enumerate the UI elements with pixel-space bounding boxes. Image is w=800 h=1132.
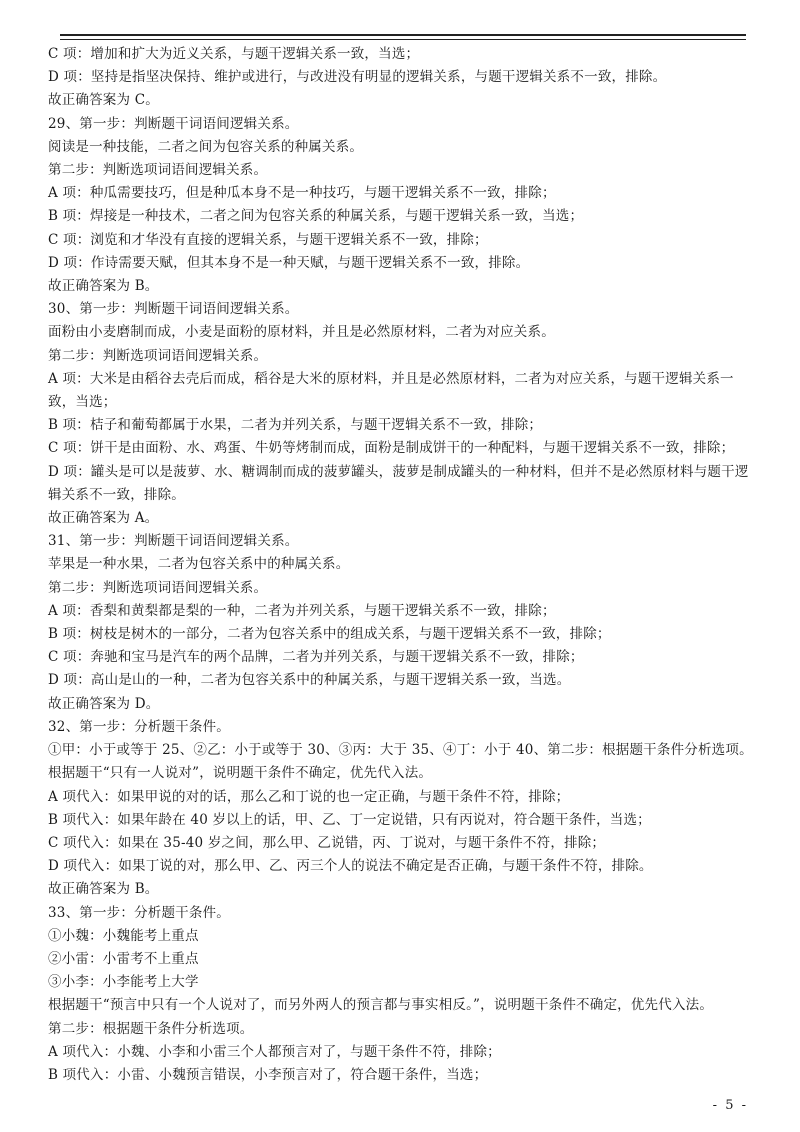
text-line: ①甲：小于或等于 25、②乙：小于或等于 30、③丙：大于 35、④丁：小于 40、第二步：根据题干条件分析选项。 bbox=[48, 742, 753, 759]
text-line: A 项代入：小魏、小李和小雷三个人都预言对了，与题干条件不符，排除； bbox=[48, 1043, 501, 1060]
text-line: C 项代入：如果在 35-40 岁之间，那么甲、乙说错，丙、丁说对，与题干条件不符，排除； bbox=[48, 834, 606, 851]
question-heading: 29、第一步：判断题干词语间逻辑关系。 bbox=[48, 115, 299, 132]
text-line: 根据题干“预言中只有一个人说对了，而另外两人的预言都与事实相反。”，说明题干条件不确定，优先代入法。 bbox=[48, 997, 714, 1014]
text-line: 故正确答案为 D。 bbox=[48, 695, 160, 712]
text-line: ①小魏：小魏能考上重点 bbox=[48, 927, 199, 944]
text-line: A 项：香梨和黄梨都是梨的一种，二者为并列关系，与题干逻辑关系不一致，排除； bbox=[48, 602, 556, 619]
text-line: D 项：作诗需要天赋，但其本身不是一种天赋，与题干逻辑关系不一致，排除。 bbox=[48, 254, 530, 271]
question-heading: 33、第一步：分析题干条件。 bbox=[48, 904, 230, 921]
text-line: 故正确答案为 B。 bbox=[48, 278, 159, 295]
text-line: B 项：树枝是树木的一部分，二者为包容关系中的组成关系，与题干逻辑关系不一致，排除； bbox=[48, 626, 611, 643]
text-line: 故正确答案为 B。 bbox=[48, 881, 159, 898]
text-line: D 项代入：如果丁说的对，那么甲、乙、丙三个人的说法不确定是否正确，与题干条件不符，排除。 bbox=[48, 858, 653, 875]
text-line: B 项：焊接是一种技术，二者之间为包容关系的种属关系，与题干逻辑关系一致，当选； bbox=[48, 208, 584, 225]
text-line: B 项：桔子和葡萄都属于水果，二者为并列关系，与题干逻辑关系不一致，排除； bbox=[48, 417, 543, 434]
question-heading: 32、第一步：分析题干条件。 bbox=[48, 718, 230, 735]
text-line: B 项代入：如果年龄在 40 岁以上的话，甲、乙、丁一定说错，只有丙说对，符合题干条件，当选； bbox=[48, 811, 651, 828]
text-paragraph: D 项：罐头是可以是菠萝、水、糖调制而成的菠萝罐头，菠萝是制成罐头的一种材料，但并不是必然原材料与题干逻辑关系不一致，排除。 bbox=[48, 463, 749, 503]
text-line: 面粉由小麦磨制而成，小麦是面粉的原材料，并且是必然原材料，二者为对应关系。 bbox=[48, 324, 555, 341]
text-line: D 项：高山是山的一种，二者为包容关系中的种属关系，与题干逻辑关系一致，当选。 bbox=[48, 672, 571, 689]
text-line: D 项：坚持是指坚决保持、维护或进行，与改进没有明显的逻辑关系，与题干逻辑关系不一致，排除。 bbox=[48, 69, 667, 86]
text-line: 第二步：判断选项词语间逻辑关系。 bbox=[48, 347, 268, 364]
text-line: 第二步：判断选项词语间逻辑关系。 bbox=[48, 579, 268, 596]
text-line: 故正确答案为 A。 bbox=[48, 510, 159, 527]
page-number: - 5 - bbox=[712, 1098, 748, 1113]
text-line: B 项代入：小雷、小魏预言错误，小李预言对了，符合题干条件，当选； bbox=[48, 1066, 488, 1083]
text-line: 苹果是一种水果，二者为包容关系中的种属关系。 bbox=[48, 556, 350, 573]
text-line: 阅读是一种技能，二者之间为包容关系的种属关系。 bbox=[48, 138, 364, 155]
question-heading: 31、第一步：判断题干词语间逻辑关系。 bbox=[48, 533, 299, 550]
text-line: 第二步：判断选项词语间逻辑关系。 bbox=[48, 162, 268, 179]
document-body bbox=[48, 43, 756, 1087]
text-paragraph: A 项：大米是由稻谷去壳后而成，稻谷是大米的原材料，并且是必然原材料，二者为对应关系，与题干逻辑关系一致，当选； bbox=[48, 370, 734, 411]
header-rule-thick bbox=[60, 34, 746, 36]
text-line: 故正确答案为 C。 bbox=[48, 92, 159, 109]
text-line: ②小雷：小雷考不上重点 bbox=[48, 950, 199, 967]
header-rule-thin bbox=[60, 39, 746, 40]
text-line: C 项：奔驰和宝马是汽车的两个品牌，二者为并列关系，与题干逻辑关系不一致，排除； bbox=[48, 649, 584, 666]
text-line: C 项：增加和扩大为近义关系，与题干逻辑关系一致，当选； bbox=[48, 46, 420, 62]
text-line: 根据题干“只有一人说对”，说明题干条件不确定，优先代入法。 bbox=[48, 765, 433, 782]
text-line: 第二步：根据题干条件分析选项。 bbox=[48, 1020, 254, 1037]
question-heading: 30、第一步：判断题干词语间逻辑关系。 bbox=[48, 301, 299, 318]
text-line: A 项代入：如果甲说的对的话，那么乙和丁说的也一定正确，与题干条件不符，排除； bbox=[48, 788, 570, 805]
text-line: C 项：浏览和才华没有直接的逻辑关系，与题干逻辑关系不一致，排除； bbox=[48, 231, 488, 248]
text-line: A 项：种瓜需要技巧，但是种瓜本身不是一种技巧，与题干逻辑关系不一致，排除； bbox=[48, 185, 556, 202]
text-line: ③小李：小李能考上大学 bbox=[48, 974, 199, 991]
text-line: C 项：饼干是由面粉、水、鸡蛋、牛奶等烤制而成，面粉是制成饼干的一种配料，与题干逻辑关系不一致，排除； bbox=[48, 440, 735, 457]
